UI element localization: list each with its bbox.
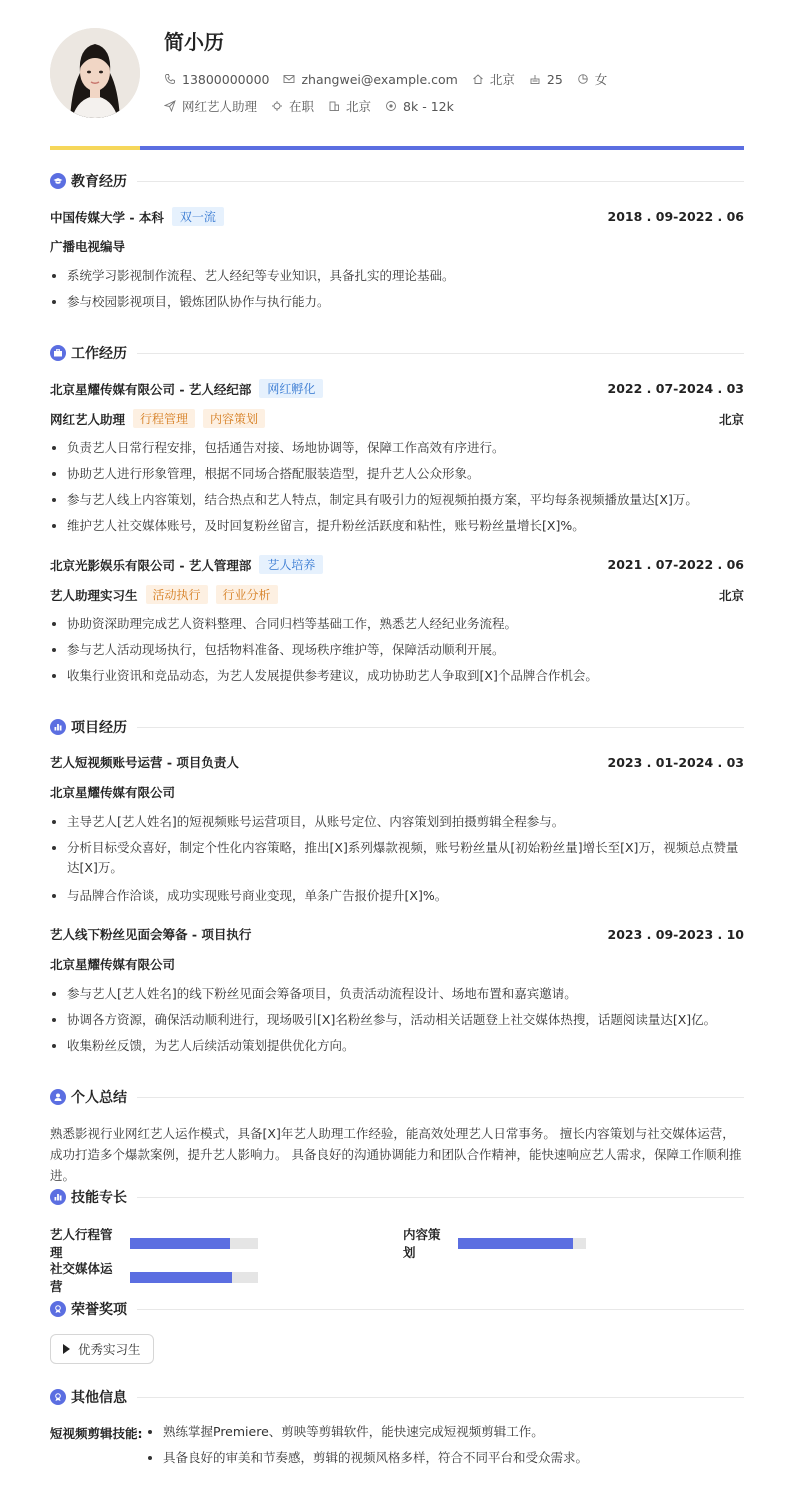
work-date: 2022 . 07-2024 . 03: [607, 381, 744, 396]
gender-item: [577, 70, 608, 88]
work-date: 2021 . 07-2022 . 06: [607, 557, 744, 572]
gender-text: 女: [594, 72, 608, 87]
section-skills: [50, 1187, 744, 1207]
list-item: 参与艺人线上内容策划，结合热点和艺人特点，制定具有吸引力的短视频拍摄方案，平均每条视频播放量达[X]万。: [50, 490, 744, 510]
target-city-text: 北京: [346, 99, 372, 114]
section-title: 其他信息: [71, 1390, 127, 1406]
mail-icon: [283, 73, 295, 85]
section-awards: [50, 1299, 744, 1319]
skill-item: [403, 1225, 586, 1261]
major-name: 广播电视编导: [50, 239, 126, 254]
list-item: 收集粉丝反馈，为艺人后续活动策划提供优化方向。: [50, 1036, 744, 1056]
section-title: 项目经历: [71, 720, 127, 736]
section-project: [50, 717, 744, 737]
list-item: 参与校园影视项目，锻炼团队协作与执行能力。: [50, 292, 744, 312]
email-text: zhangwei@example.com: [301, 71, 458, 87]
graduation-cap-icon: [50, 173, 66, 189]
list-item: 协调各方资源，确保活动顺利进行，现场吸引[X]名粉丝参与，活动相关话题登上社交媒体热搜，话题阅读量达[X]亿。: [50, 1010, 744, 1030]
work-header: [50, 555, 744, 574]
section-title: 技能专长: [71, 1190, 127, 1206]
cake-icon: [529, 73, 541, 85]
role-tag: 内容策划: [203, 409, 265, 428]
city-text: 北京: [489, 72, 515, 87]
role-tag: 行程管理: [133, 409, 195, 428]
role-name: 网红艺人助理: [50, 411, 126, 427]
skill-bar: [130, 1238, 258, 1249]
project-org-row: [50, 955, 744, 973]
section-title: 荣誉奖项: [71, 1302, 127, 1318]
status-item: [271, 97, 314, 115]
building-icon: [328, 100, 340, 112]
skill-name: 社交媒体运营: [50, 1261, 113, 1294]
skill-name: 艺人行程管理: [50, 1227, 113, 1260]
role-tag: 活动执行: [146, 585, 208, 604]
list-item: 维护艺人社交媒体账号，及时回复粉丝留言，提升粉丝活跃度和粘性，账号粉丝量增长[X]%。: [50, 516, 744, 536]
skill-fill: [458, 1238, 573, 1249]
company-name: 北京光影娱乐有限公司 - 艺人管理部: [50, 557, 252, 573]
company-tag: 网红孵化: [259, 379, 323, 398]
list-item: 负责艺人日常行程安排，包括通告对接、场地协调等，保障工作高效有序进行。: [50, 438, 744, 458]
school-name: 中国传媒大学 - 本科: [50, 209, 164, 225]
phone-text: 13800000000: [182, 71, 270, 87]
work-role-row: [50, 585, 744, 604]
education-header: [50, 207, 744, 226]
gender-icon: [577, 73, 589, 85]
section-education: [50, 171, 744, 191]
skill-bar: [130, 1272, 258, 1283]
school-tag: 双一流: [172, 207, 224, 226]
contact-row: [164, 70, 621, 88]
user-icon: [50, 1089, 66, 1105]
target-city-item: [328, 97, 371, 115]
email-item: [283, 72, 457, 87]
other-label: 短视频剪辑技能:: [50, 1426, 143, 1441]
candidate-name: 简小历: [164, 30, 224, 54]
section-title: 个人总结: [71, 1090, 127, 1106]
education-date: 2018 . 09-2022 . 06: [607, 209, 744, 224]
status-icon: [271, 100, 283, 112]
header-divider: [50, 146, 744, 150]
project-title: 艺人短视频账号运营 - 项目负责人: [50, 755, 239, 770]
skill-item: [50, 1259, 258, 1295]
status-text: 在职: [289, 99, 315, 114]
section-summary: [50, 1087, 744, 1107]
avatar-portrait-icon: [50, 28, 140, 118]
list-item: 收集行业资讯和竞品动态，为艺人发展提供参考建议，成功协助艺人争取到[X]个品牌合作机会。: [50, 666, 744, 686]
work-header: [50, 379, 744, 398]
list-item: 主导艺人[艺人姓名]的短视频账号运营项目，从账号定位、内容策划到拍摄剪辑全程参与。: [50, 812, 744, 832]
list-item: 与品牌合作洽谈，成功实现账号商业变现，单条广告报价提升[X]%。: [50, 886, 744, 906]
phone-item: [164, 72, 269, 87]
salary-text: 8k - 12k: [403, 98, 454, 114]
project-org: 北京星耀传媒有限公司: [50, 785, 176, 800]
skill-item: [50, 1225, 258, 1261]
skill-name: 内容策划: [403, 1227, 441, 1260]
major-row: [50, 237, 744, 255]
skill-fill: [130, 1238, 230, 1249]
play-icon: [63, 1344, 70, 1354]
age-item: [529, 72, 563, 87]
award-label: 优秀实习生: [78, 1342, 141, 1357]
project-org-row: [50, 783, 744, 801]
project-date: 2023 . 09-2023 . 10: [607, 926, 744, 942]
avatar: [50, 28, 140, 118]
section-work: [50, 343, 744, 363]
work-city: 北京: [718, 411, 744, 427]
company-tag: 艺人培养: [259, 555, 323, 574]
summary-text: 熟悉影视行业网红艺人运作模式，具备[X]年艺人助理工作经验，能高效处理艺人日常事务。 擅长内容策划与社交媒体运营，成功打造多个爆款案例，提升艺人影响力。 具备良好的沟通协调能力和团队合作精神，能快速响应艺人需求，保障工作顺利推进。: [50, 1126, 742, 1183]
skill-bar: [458, 1238, 586, 1249]
list-item: 熟练掌握Premiere、剪映等剪辑软件，能快速完成短视频剪辑工作。: [147, 1422, 544, 1442]
salary-item: [385, 99, 454, 114]
section-other: [50, 1387, 744, 1407]
section-title: 工作经历: [71, 346, 127, 362]
role-tag: 行业分析: [216, 585, 278, 604]
city-item: [472, 70, 515, 88]
work-city: 北京: [718, 587, 744, 603]
home-icon: [472, 73, 484, 85]
bar-chart-icon: [50, 1189, 66, 1205]
position-text: 网红艺人助理: [182, 99, 258, 114]
list-item: 协助艺人进行形象管理，根据不同场合搭配服装造型，提升艺人公众形象。: [50, 464, 744, 484]
salary-icon: [385, 100, 397, 112]
send-icon: [164, 100, 176, 112]
project-date: 2023 . 01-2024 . 03: [607, 754, 744, 770]
briefcase-icon: [50, 345, 66, 361]
bar-chart-icon: [50, 719, 66, 735]
list-item: 具备良好的审美和节奏感，剪辑的视频风格多样，符合不同平台和受众需求。: [147, 1448, 588, 1468]
project-org: 北京星耀传媒有限公司: [50, 957, 176, 972]
skill-fill: [130, 1272, 232, 1283]
phone-icon: [164, 73, 176, 85]
list-item: 参与艺人活动现场执行，包括物料准备、现场秩序维护等，保障活动顺利开展。: [50, 640, 744, 660]
section-title: 教育经历: [71, 174, 127, 190]
list-item: 参与艺人[艺人姓名]的线下粉丝见面会筹备项目，负责活动流程设计、场地布置和嘉宾邀请。: [50, 984, 744, 1004]
job-intent-row: [164, 97, 468, 115]
award-badge[interactable]: [50, 1334, 154, 1364]
project-header: [50, 925, 744, 943]
award-icon: [50, 1301, 66, 1317]
list-item: 系统学习影视制作流程、艺人经纪等专业知识，具备扎实的理论基础。: [50, 266, 744, 286]
age-text: 25: [546, 71, 563, 87]
company-name: 北京星耀传媒有限公司 - 艺人经纪部: [50, 381, 252, 397]
position-item: [164, 97, 257, 115]
list-item: 分析目标受众喜好，制定个性化内容策略，推出[X]系列爆款视频，账号粉丝量从[初始粉丝量]增长至[X]万，视频总点赞量达[X]万。: [50, 838, 744, 878]
award-icon: [50, 1389, 66, 1405]
project-header: [50, 753, 744, 771]
list-item: 协助资深助理完成艺人资料整理、合同归档等基础工作，熟悉艺人经纪业务流程。: [50, 614, 744, 634]
work-role-row: [50, 409, 744, 428]
role-name: 艺人助理实习生: [50, 587, 138, 603]
project-title: 艺人线下粉丝见面会筹备 - 项目执行: [50, 927, 252, 942]
